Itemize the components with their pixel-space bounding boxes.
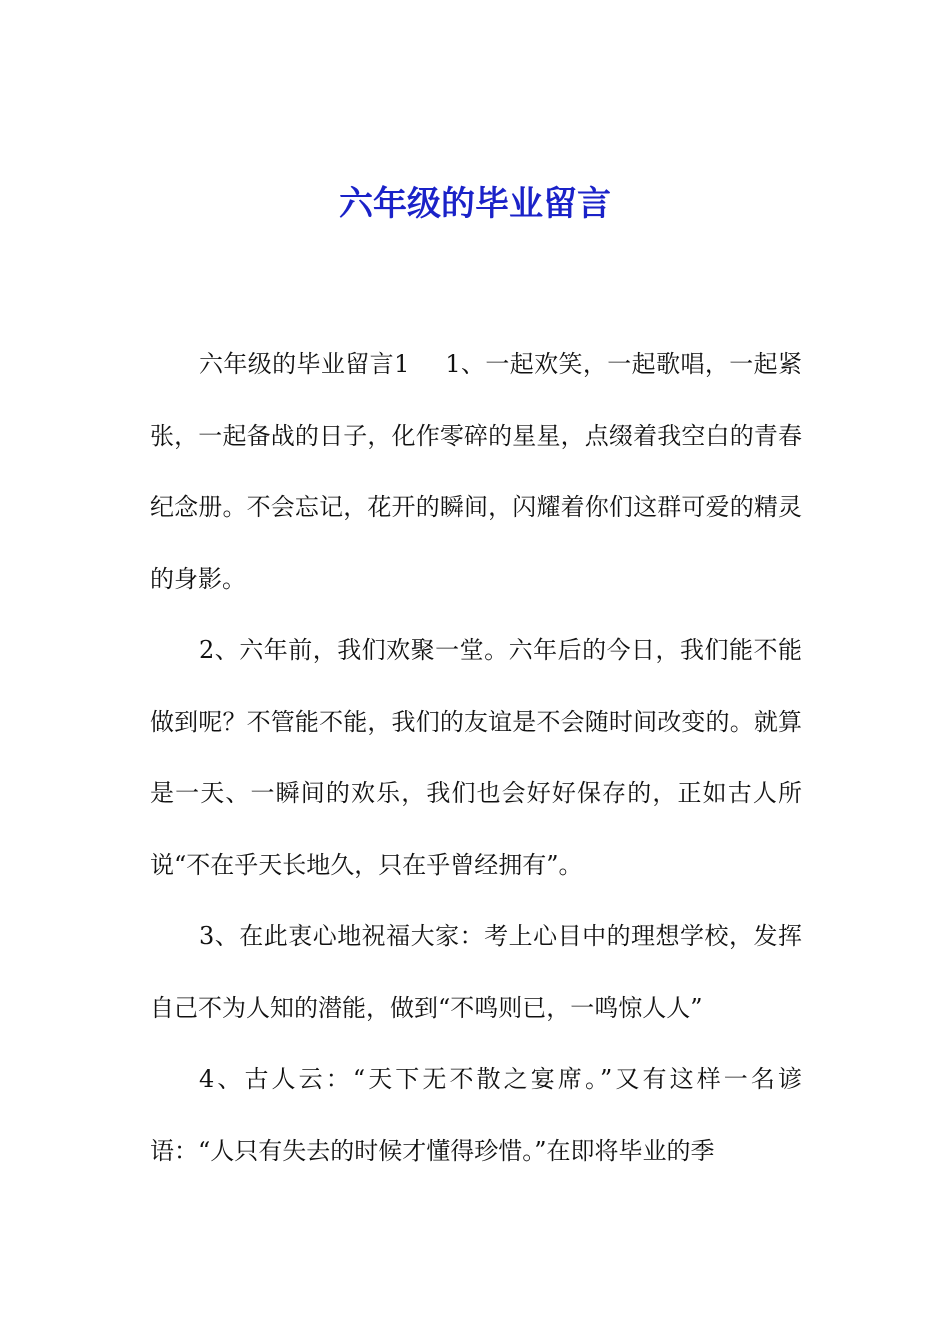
paragraph-1 (150, 329, 802, 615)
paragraph-text: 1、一起欢笑，一起歌唱，一起紧张，一起备战的日子，化作零碎的星星，点缀着我空白的青春纪念册。不会忘记，花开的瞬间，闪耀着你们这群可爱的精灵的身影。 (150, 350, 802, 593)
section-heading: 六年级的毕业留言1 (199, 350, 410, 378)
paragraph-3: 3、在此衷心地祝福大家：考上心目中的理想学校，发挥自己不为人知的潜能，做到“不鸣则已，一鸣惊人人” (150, 922, 802, 1022)
document-body (150, 329, 802, 1187)
paragraph-2: 2、六年前，我们欢聚一堂。六年后的今日，我们能不能做到呢？不管能不能，我们的友谊是不会随时间改变的。就算是一天、一瞬间的欢乐，我们也会好好保存的，正如古人所说“不在乎天长地久，只在乎曾经拥有”。 (150, 636, 802, 879)
document-title: 六年级的毕业留言 (339, 184, 611, 224)
paragraph-4: 4、古人云：“天下无不散之宴席。”又有这样一名谚语：“人只有失去的时候才懂得珍惜。”在即将毕业的季 (150, 1065, 802, 1165)
